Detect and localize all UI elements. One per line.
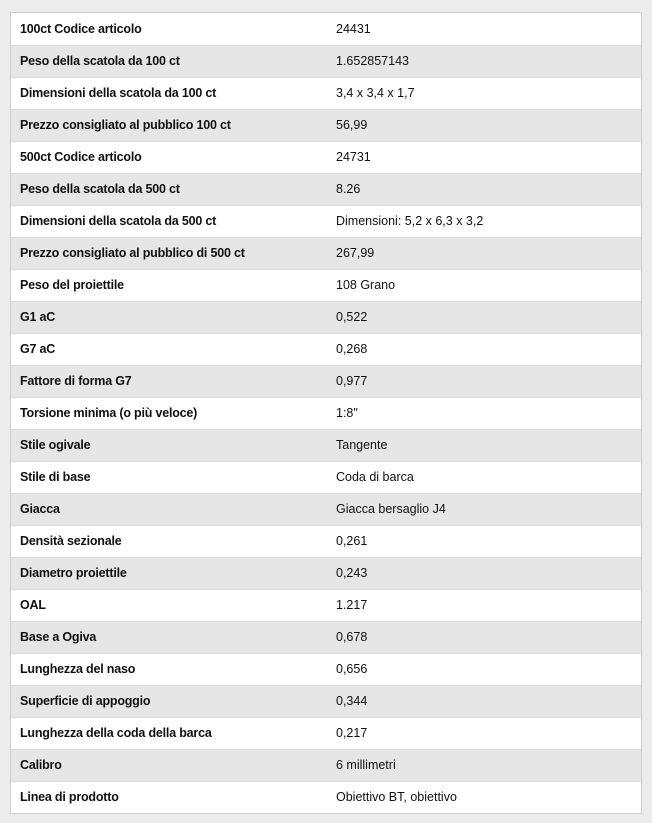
table-row	[11, 589, 641, 621]
spec-label: G7 aC	[11, 333, 326, 365]
spec-value: 0,217	[326, 717, 641, 749]
spec-value: 0,522	[326, 301, 641, 333]
spec-label: Diametro proiettile	[11, 557, 326, 589]
spec-value: Obiettivo BT, obiettivo	[336, 790, 457, 805]
spec-value: 0,656	[326, 653, 641, 685]
spec-label: Peso della scatola da 500 ct	[11, 173, 326, 205]
table-row	[11, 557, 641, 589]
table-row	[11, 397, 641, 429]
spec-value: 1.652857143	[326, 45, 641, 77]
table-row	[11, 77, 641, 109]
table-row	[11, 301, 641, 333]
spec-label: OAL	[11, 589, 326, 621]
spec-value: Tangente	[326, 429, 641, 461]
spec-value: 0,268	[326, 333, 641, 365]
table-row	[11, 621, 641, 653]
spec-value: 0,261	[326, 525, 641, 557]
spec-value: 24431	[326, 13, 641, 45]
spec-label: Fattore di forma G7	[11, 365, 326, 397]
spec-value: 0,344	[326, 685, 641, 717]
table-row	[11, 237, 641, 269]
table-row	[11, 429, 641, 461]
spec-value: Giacca bersaglio J4	[326, 493, 641, 525]
spec-value: 0,678	[326, 621, 641, 653]
spec-label: 100ct Codice articolo	[11, 13, 326, 45]
spec-label: Dimensioni della scatola da 100 ct	[11, 77, 326, 109]
spec-label: Peso della scatola da 100 ct	[11, 45, 326, 77]
spec-label: Calibro	[11, 749, 326, 781]
spec-value: 8.26	[326, 173, 641, 205]
spec-label: Prezzo consigliato al pubblico di 500 ct	[11, 237, 326, 269]
spec-table	[11, 13, 641, 813]
table-row	[11, 717, 641, 749]
spec-label: Prezzo consigliato al pubblico 100 ct	[11, 109, 326, 141]
table-row	[11, 365, 641, 397]
spec-value: 0,243	[326, 557, 641, 589]
spec-label: Base a Ogiva	[11, 621, 326, 653]
table-row	[11, 269, 641, 301]
spec-label: Dimensioni della scatola da 500 ct	[11, 205, 326, 237]
spec-label: Giacca	[11, 493, 326, 525]
spec-label: Peso del proiettile	[11, 269, 326, 301]
table-row	[11, 45, 641, 77]
table-row	[11, 141, 641, 173]
table-row	[11, 333, 641, 365]
spec-label: Stile di base	[11, 461, 326, 493]
table-row	[11, 13, 641, 45]
spec-label: Lunghezza del naso	[11, 653, 326, 685]
table-row	[11, 109, 641, 141]
spec-value: 1:8"	[326, 397, 641, 429]
table-row	[11, 781, 641, 813]
spec-value: 0,977	[326, 365, 641, 397]
spec-value: 6 millimetri	[326, 749, 641, 781]
spec-value: 267,99	[326, 237, 641, 269]
spec-label: Lunghezza della coda della barca	[11, 717, 326, 749]
spec-label: G1 aC	[11, 301, 326, 333]
spec-value: 108 Grano	[326, 269, 641, 301]
table-row	[11, 173, 641, 205]
spec-label: 500ct Codice articolo	[11, 141, 326, 173]
spec-value: 56,99	[326, 109, 641, 141]
spec-value: 3,4 x 3,4 x 1,7	[326, 77, 641, 109]
table-row	[11, 653, 641, 685]
spec-table-body	[11, 13, 641, 813]
spec-label: Densità sezionale	[11, 525, 326, 557]
table-row	[11, 525, 641, 557]
spec-label: Superficie di appoggio	[11, 685, 326, 717]
spec-table-container	[10, 12, 642, 814]
spec-label: Torsione minima (o più veloce)	[11, 397, 326, 429]
spec-label: Linea di prodotto	[20, 790, 119, 805]
table-row	[11, 493, 641, 525]
spec-label: Stile ogivale	[11, 429, 326, 461]
table-row	[11, 685, 641, 717]
table-row	[11, 205, 641, 237]
spec-value: Dimensioni: 5,2 x 6,3 x 3,2	[326, 205, 641, 237]
spec-value: Coda di barca	[326, 461, 641, 493]
spec-value: 1.217	[326, 589, 641, 621]
table-row	[11, 461, 641, 493]
table-row	[11, 749, 641, 781]
spec-value: 24731	[326, 141, 641, 173]
